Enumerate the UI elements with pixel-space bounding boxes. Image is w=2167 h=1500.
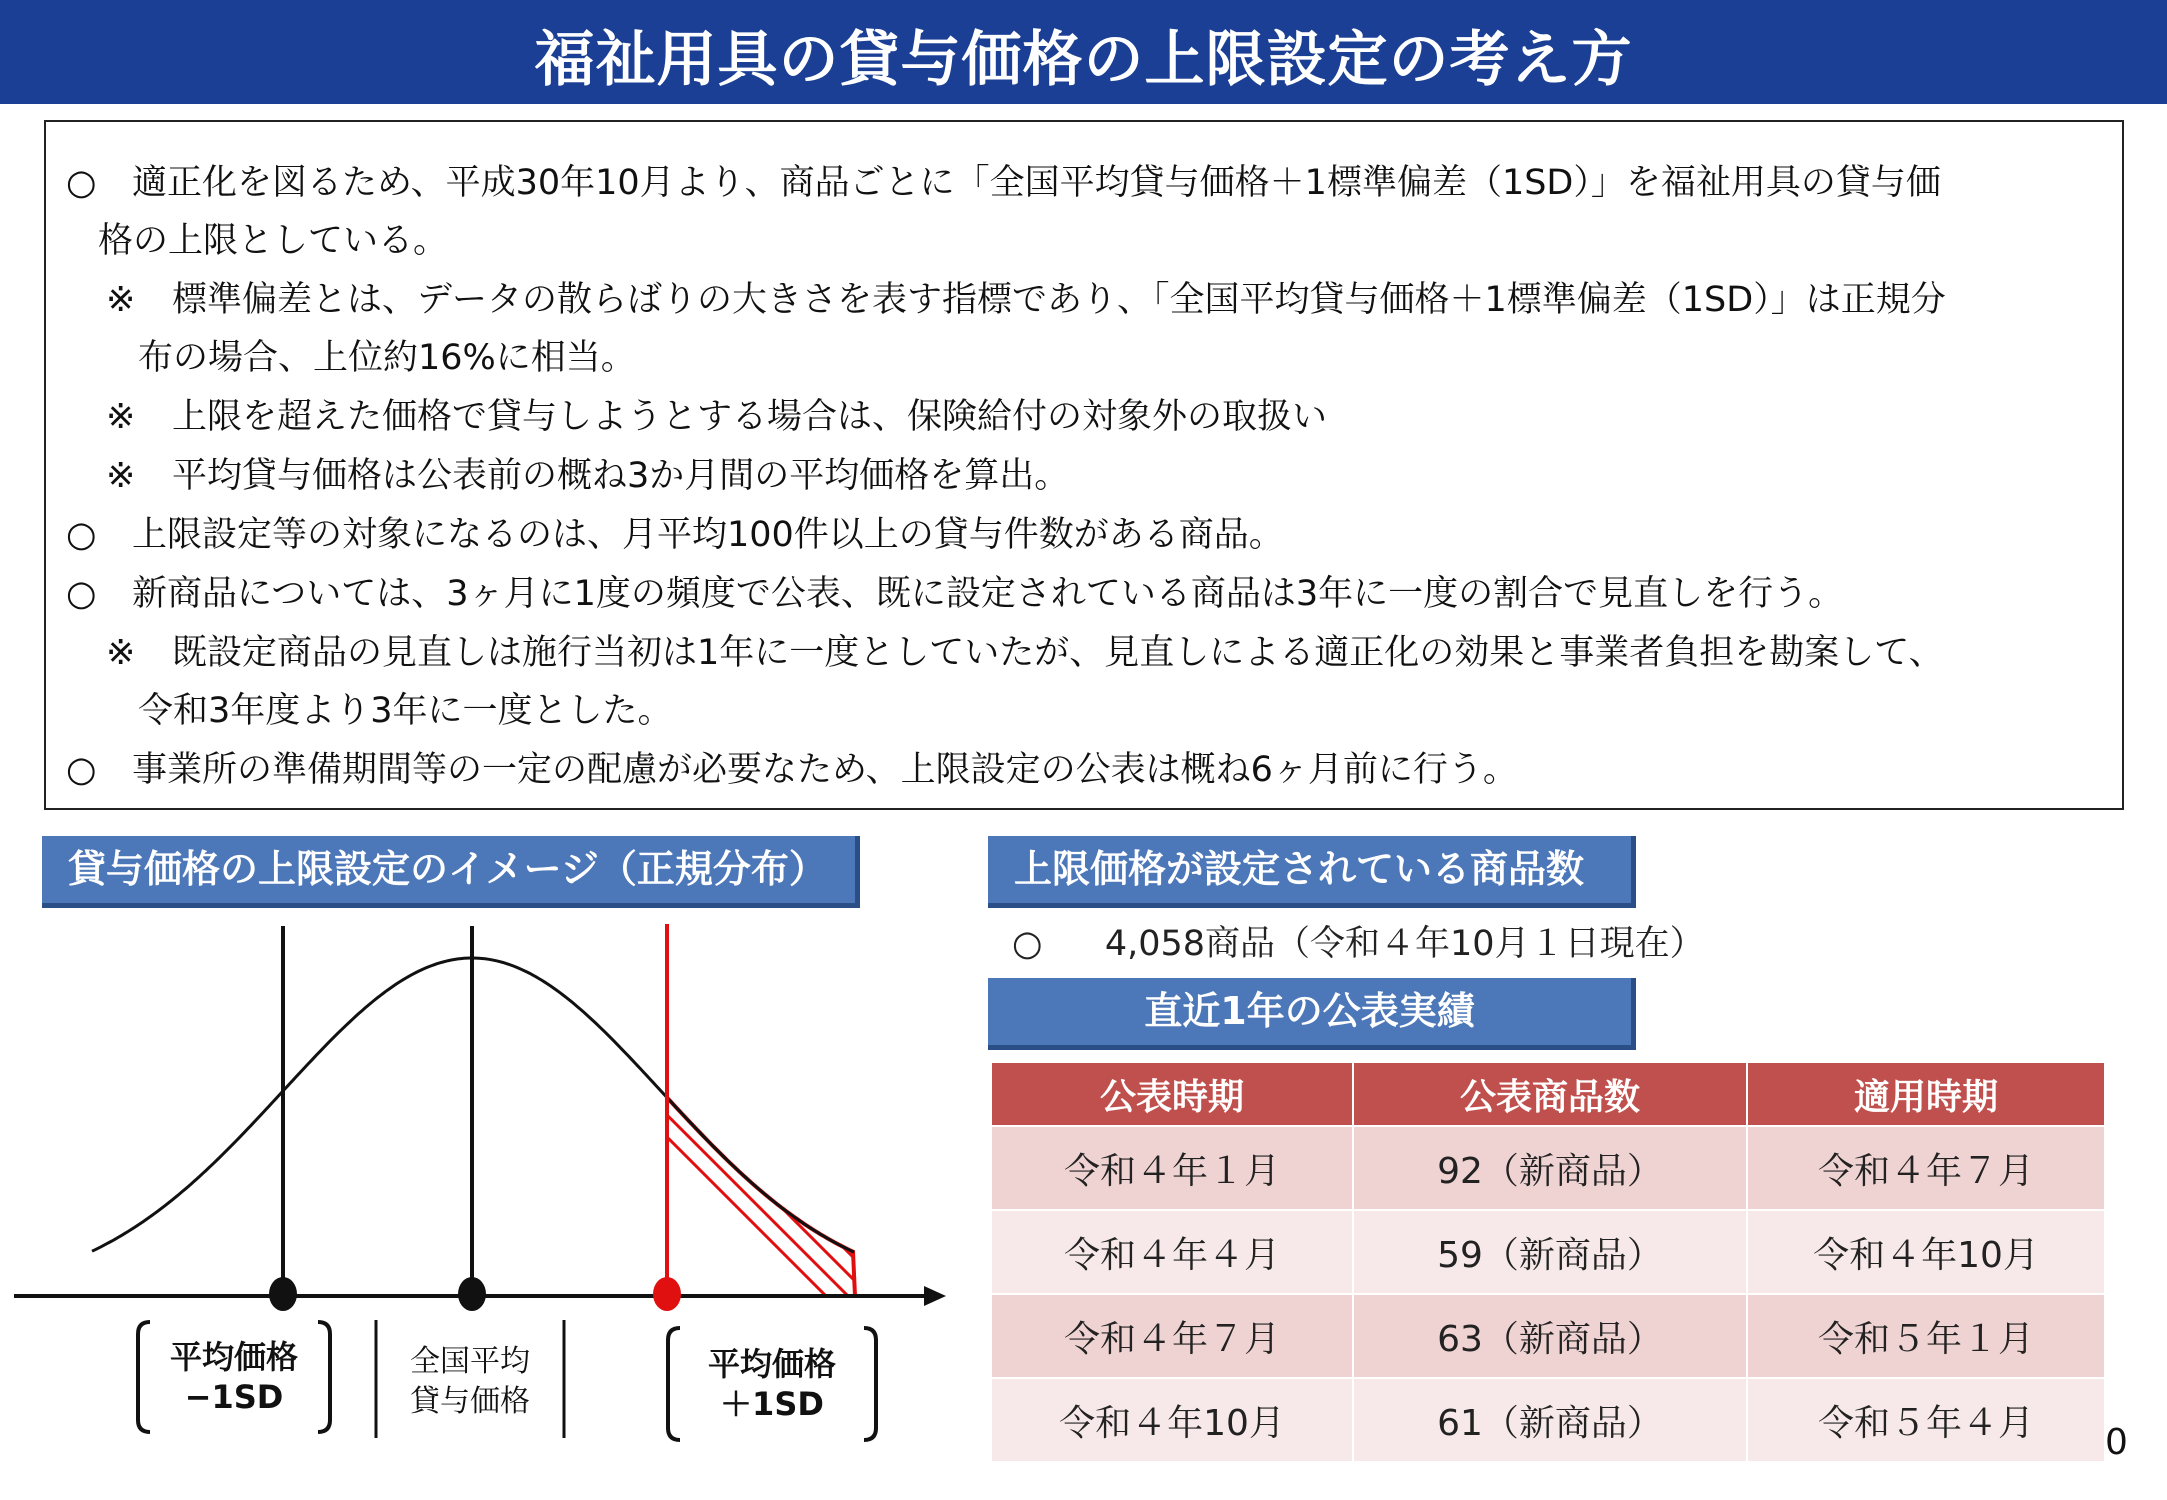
hatch-line (908, 1070, 960, 1300)
hatch-line (688, 1070, 918, 1300)
hatch-line (754, 1070, 960, 1300)
minus-1sd-label-line1: 平均価格 (169, 1338, 298, 1376)
page-title: 福祉用具の貸与価格の上限設定の考え方 (534, 25, 1633, 95)
plus-1sd-label-line2: ＋1SD (720, 1385, 824, 1423)
summary-line-text: 上限を超えた価格で貸与しようとする場合は、保険給付の対象外の取扱い (172, 397, 1328, 437)
table-row (991, 1294, 2105, 1378)
circle-bullet-icon: ○ (66, 163, 97, 203)
hatch-line (622, 1070, 852, 1300)
table-cell: 令和４年７月 (991, 1294, 1353, 1378)
image-section-header: 貸与価格の上限設定のイメージ（正規分布） (42, 836, 860, 908)
hatch-line (666, 1070, 896, 1300)
summary-line-text: 平均貸与価格は公表前の概ね3か月間の平均価格を算出。 (172, 456, 1070, 496)
summary-line (138, 330, 636, 380)
circle-bullet-icon: ○ (66, 574, 97, 614)
table-cell: 令和４年10月 (1747, 1210, 2105, 1294)
hatch-line (732, 1070, 960, 1300)
summary-line (138, 683, 673, 733)
summary-line-text: 上限設定等の対象になるのは、月平均100件以上の貸与件数がある商品。 (132, 515, 1284, 555)
summary-line-text: 令和3年度より3年に一度とした。 (138, 691, 673, 731)
summary-line-text: 標準偏差とは、データの散らばりの大きさを表す指標であり、「全国平均貸与価格＋1標準偏差（1SD）」は正規分 (172, 280, 1946, 320)
table-cell: 59（新商品） (1353, 1210, 1747, 1294)
hatch-line (776, 1070, 960, 1300)
note-mark-icon: ※ (106, 397, 136, 437)
table-cell: 令和４年１月 (991, 1126, 1353, 1210)
summary-line (66, 155, 1941, 205)
minus-1sd-bracket-left (138, 1322, 150, 1432)
plus-1sd-label (682, 1344, 862, 1424)
minus-1sd-label (150, 1337, 318, 1417)
minus-1sd-bracket-right (318, 1322, 330, 1432)
column-header: 公表商品数 (1353, 1062, 1747, 1126)
table-row (991, 1126, 2105, 1210)
summary-line (106, 625, 1944, 675)
column-header: 公表時期 (991, 1062, 1353, 1126)
summary-line-text: 事業所の準備期間等の一定の配慮が必要なため、上限設定の公表は概ね6ヶ月前に行う。 (132, 750, 1518, 790)
summary-line (66, 566, 1843, 616)
results-table (990, 1061, 2106, 1463)
table-row (991, 1378, 2105, 1462)
table-cell: 令和５年１月 (1747, 1294, 2105, 1378)
summary-line-text: 格の上限としている。 (98, 221, 449, 261)
results-header-row (991, 1062, 2105, 1126)
x-axis-arrowhead (924, 1286, 946, 1306)
hatch-line (842, 1070, 960, 1300)
plus-1sd-bracket-right (864, 1328, 876, 1440)
results-section-header: 直近1年の公表実績 (988, 978, 1636, 1050)
summary-line (106, 272, 1946, 322)
minus-1sd-point (269, 1277, 297, 1311)
mean-label (380, 1342, 560, 1422)
summary-line (66, 742, 1518, 792)
table-cell: 令和５年４月 (1747, 1378, 2105, 1462)
hatch-line (952, 1070, 960, 1300)
hatch-line (886, 1070, 960, 1300)
summary-line-text: 布の場合、上位約16%に相当。 (138, 338, 636, 378)
upper-limit-point (653, 1277, 681, 1311)
mean-label-line2: 貸与価格 (410, 1384, 530, 1419)
table-cell: 61（新商品） (1353, 1378, 1747, 1462)
table-cell: 63（新商品） (1353, 1294, 1747, 1378)
page-number: 0 (2105, 1422, 2128, 1463)
table-row (991, 1210, 2105, 1294)
summary-line-text: 既設定商品の見直しは施行当初は1年に一度としていたが、見直しによる適正化の効果と事業者負担を勘案して、 (172, 633, 1944, 673)
table-cell: 令和４年７月 (1747, 1126, 2105, 1210)
minus-1sd-label-line2: −1SD (184, 1378, 284, 1416)
hatch-line (930, 1070, 960, 1300)
hatch-line (864, 1070, 960, 1300)
title-bar (0, 0, 2167, 104)
note-mark-icon: ※ (106, 280, 136, 320)
hatch-line (798, 1070, 960, 1300)
upper-tail-hatch (600, 1070, 960, 1300)
hatch-line (710, 1070, 940, 1300)
column-header: 適用時期 (1747, 1062, 2105, 1126)
summary-line (98, 213, 448, 263)
summary-line-text: 新商品については、3ヶ月に1度の頻度で公表、既に設定されている商品は3年に一度の割合で見直しを行う。 (132, 574, 1844, 614)
summary-line-text: 適正化を図るため、平成30年10月より、商品ごとに「全国平均貸与価格＋1標準偏差（1SD）」を福祉用具の貸与価 (132, 163, 1941, 203)
plus-1sd-label-line1: 平均価格 (707, 1345, 836, 1383)
hatch-line (644, 1070, 874, 1300)
mean-point (458, 1277, 486, 1311)
count-section-header: 上限価格が設定されている商品数 (988, 836, 1636, 908)
summary-line (66, 507, 1284, 557)
plus-1sd-bracket-left (668, 1328, 680, 1440)
table-cell: 令和４年10月 (991, 1378, 1353, 1462)
circle-bullet-icon: ○ (66, 750, 97, 790)
table-cell: 令和４年４月 (991, 1210, 1353, 1294)
summary-line (106, 389, 1327, 439)
table-cell: 92（新商品） (1353, 1126, 1747, 1210)
note-mark-icon: ※ (106, 633, 136, 673)
mean-label-line1: 全国平均 (410, 1344, 530, 1379)
note-mark-icon: ※ (106, 456, 136, 496)
count-line (1012, 916, 1705, 966)
summary-line (106, 448, 1069, 498)
count-text: 4,058商品（令和４年10月１日現在） (1104, 924, 1705, 964)
hatch-line (600, 1070, 830, 1300)
circle-bullet-icon: ○ (66, 515, 97, 555)
count-mark: ○ (1012, 924, 1043, 964)
